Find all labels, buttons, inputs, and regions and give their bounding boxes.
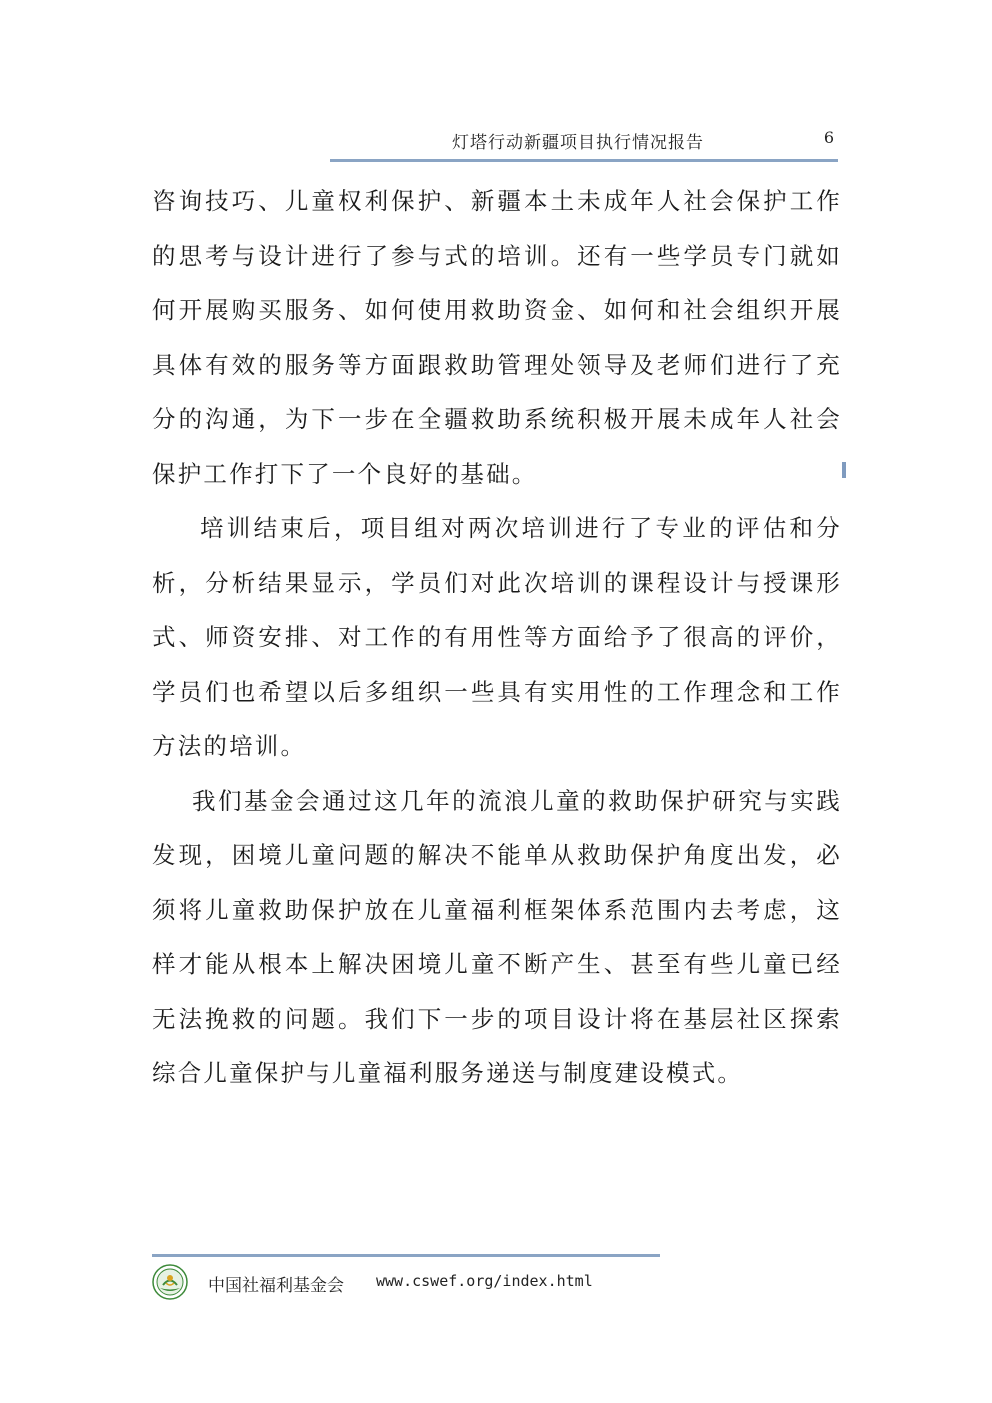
paragraph-3: 我们基金会通过这几年的流浪儿童的救助保护研究与实践发现，困境儿童问题的解决不能单从救助保护角度出发，必须将儿童救助保护放在儿童福利框架体系范围内去考虑，这样才能从根本上解决困境儿童不断产生、甚至有些儿童已经无法挽救的问题。我们下一步的项目设计将在基层社区探索综合儿童保护与儿童福利服务递送与制度建设模式。 bbox=[152, 786, 842, 1087]
footer-url: www.cswef.org/index.html bbox=[376, 1272, 593, 1290]
header-title: 灯塔行动新疆项目执行情况报告 bbox=[452, 133, 704, 153]
margin-mark bbox=[842, 462, 846, 478]
footer-org-name: 中国社福利基金会 bbox=[208, 1276, 344, 1296]
paragraph-2: 培训结束后，项目组对两次培训进行了专业的评估和分析，分析结果显示，学员们对此次培训的课程设计与授课形式、师资安排、对工作的有用性等方面给予了很高的评价，学员们也希望以后多组织一些具有实用性的工作理念和工作方法的培训。 bbox=[152, 514, 842, 760]
header-rule bbox=[330, 159, 838, 162]
page-header bbox=[330, 128, 838, 158]
page-number: 6 bbox=[823, 128, 834, 147]
paragraph-1: 咨询技巧、儿童权利保护、新疆本土未成年人社会保护工作的思考与设计进行了参与式的培训。还有一些学员专门就如何开展购买服务、如何使用救助资金、如何和社会组织开展具体有效的服务等方面跟救助管理处领导及老师们进行了充分的沟通，为下一步在全疆救助系统积极开展未成年人社会保护工作打下了一个良好的基础。 bbox=[152, 187, 842, 488]
page-footer bbox=[152, 1264, 752, 1304]
footer-rule bbox=[152, 1254, 660, 1257]
body-text bbox=[152, 174, 842, 1101]
cswef-logo-icon bbox=[152, 1264, 188, 1300]
